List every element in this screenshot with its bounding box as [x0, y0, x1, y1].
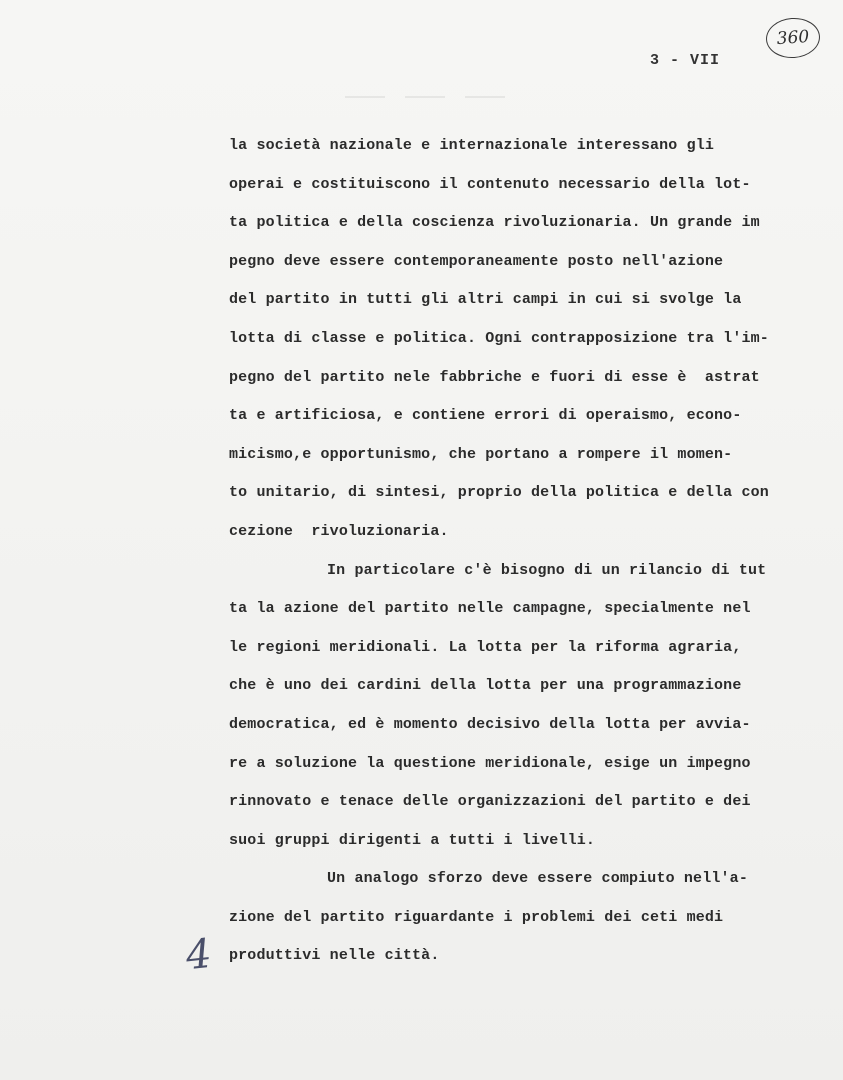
text-line: zione del partito riguardante i problemi dei ceti medi	[229, 908, 724, 926]
text-line: ta politica e della coscienza rivoluzionaria. Un grande im	[229, 214, 760, 232]
page-number: 3 - VII	[650, 52, 721, 69]
text-line: pegno del partito nele fabbriche e fuori di esse è astrat	[229, 368, 760, 386]
paragraph-start-line: Un analogo sforzo deve essere compiuto nell'a-	[327, 870, 748, 888]
text-line: del partito in tutti gli altri campi in cui si svolge la	[229, 291, 742, 309]
text-line: la società nazionale e internazionale interessano gli	[229, 137, 715, 154]
text-line: rinnovato e tenace delle organizzazioni del partito e dei	[229, 793, 751, 811]
handwritten-margin-mark: 4	[183, 930, 214, 980]
text-line: ta la azione del partito nelle campagne, specialmente nel	[229, 600, 751, 618]
text-line: le regioni meridionali. La lotta per la riforma agraria,	[229, 638, 742, 656]
text-line: suoi gruppi dirigenti a tutti i livelli.	[229, 831, 596, 849]
text-line: operai e costituiscono il contenuto necessario della lot-	[229, 175, 751, 193]
text-line: to unitario, di sintesi, proprio della politica e della con	[229, 484, 769, 502]
text-line: micismo,e opportunismo, che portano a rompere il momen-	[229, 445, 733, 463]
text-line: ta e artificiosa, e contiene errori di operaismo, econo-	[229, 407, 742, 425]
text-line: pegno deve essere contemporaneamente posto nell'azione	[229, 252, 724, 270]
text-line: democratica, ed è momento decisivo della lotta per avvia-	[229, 715, 751, 733]
paragraph-start-line: In particolare c'è bisogno di un rilancio di tut	[327, 561, 767, 579]
text-line: lotta di classe e politica. Ogni contrapposizione tra l'im-	[229, 329, 769, 347]
faint-bleed-marks	[345, 96, 505, 98]
text-line: re a soluzione la questione meridionale, esige un impegno	[229, 754, 751, 772]
text-line: cezione rivoluzionaria.	[229, 522, 449, 540]
archive-stamp-number: 360	[765, 16, 822, 60]
typed-text-body	[229, 127, 819, 976]
text-line: produttivi nelle città.	[229, 947, 440, 965]
text-line: che è uno dei cardini della lotta per una programmazione	[229, 677, 742, 695]
